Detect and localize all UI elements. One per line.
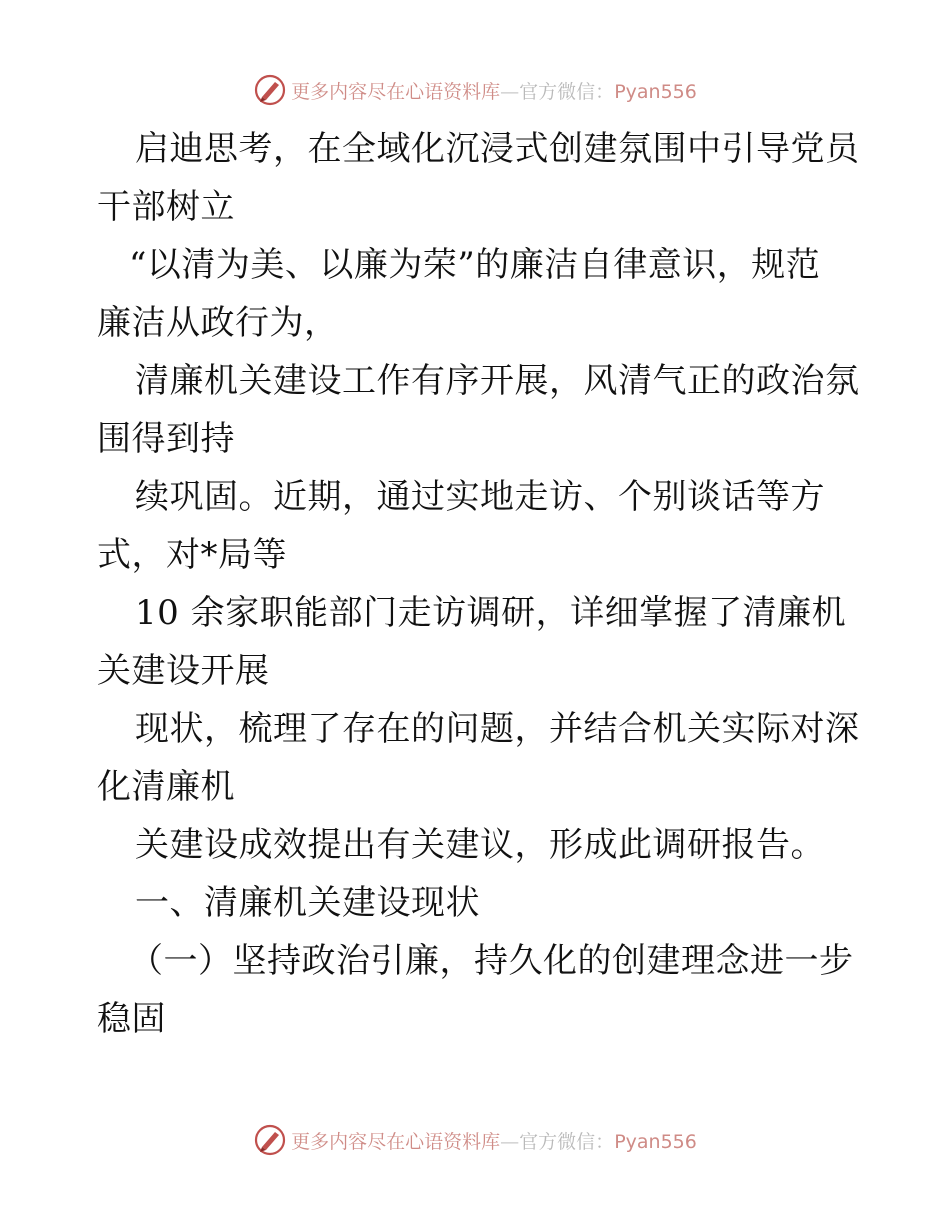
watermark-text: 更多内容尽在心语资料库—官方微信：Pyan556 bbox=[291, 1130, 697, 1153]
paragraph-line: 围得到持 bbox=[97, 419, 235, 459]
header-watermark bbox=[0, 70, 950, 110]
paragraph-line: “以清为美、以廉为荣”的廉洁自律意识，规范 bbox=[129, 245, 821, 285]
paragraph-line: 启迪思考，在全域化沉浸式创建氛围中引导党员 bbox=[135, 129, 860, 169]
paragraph-line: 化清廉机 bbox=[97, 767, 235, 807]
footer-watermark bbox=[0, 1120, 950, 1160]
paragraph-line: 清廉机关建设工作有序开展，风清气正的政治氛 bbox=[135, 361, 860, 401]
paragraph-line: 干部树立 bbox=[97, 187, 235, 227]
document-body bbox=[97, 120, 860, 1048]
paragraph-line: 关建设成效提出有关建议，形成此调研报告。 bbox=[135, 825, 825, 865]
paragraph-line: 续巩固。近期，通过实地走访、个别谈话等方 bbox=[135, 477, 825, 517]
paragraph-line: 廉洁从政行为， bbox=[97, 303, 339, 343]
paragraph-line: 式，对*局等 bbox=[97, 535, 287, 575]
paragraph-line: 现状，梳理了存在的问题，并结合机关实际对深 bbox=[135, 709, 860, 749]
pen-logo-icon bbox=[253, 1123, 287, 1157]
paragraph-line: 稳固 bbox=[97, 999, 166, 1039]
section-heading: 一、清廉机关建设现状 bbox=[135, 883, 480, 923]
paragraph-line: 关建设开展 bbox=[97, 651, 270, 691]
pen-logo-icon bbox=[253, 73, 287, 107]
watermark-text: 更多内容尽在心语资料库—官方微信：Pyan556 bbox=[291, 80, 697, 103]
subsection-heading: （一）坚持政治引廉，持久化的创建理念进一步 bbox=[129, 941, 854, 981]
paragraph-line: 10 余家职能部门走访调研，详细掌握了清廉机 bbox=[135, 593, 847, 633]
